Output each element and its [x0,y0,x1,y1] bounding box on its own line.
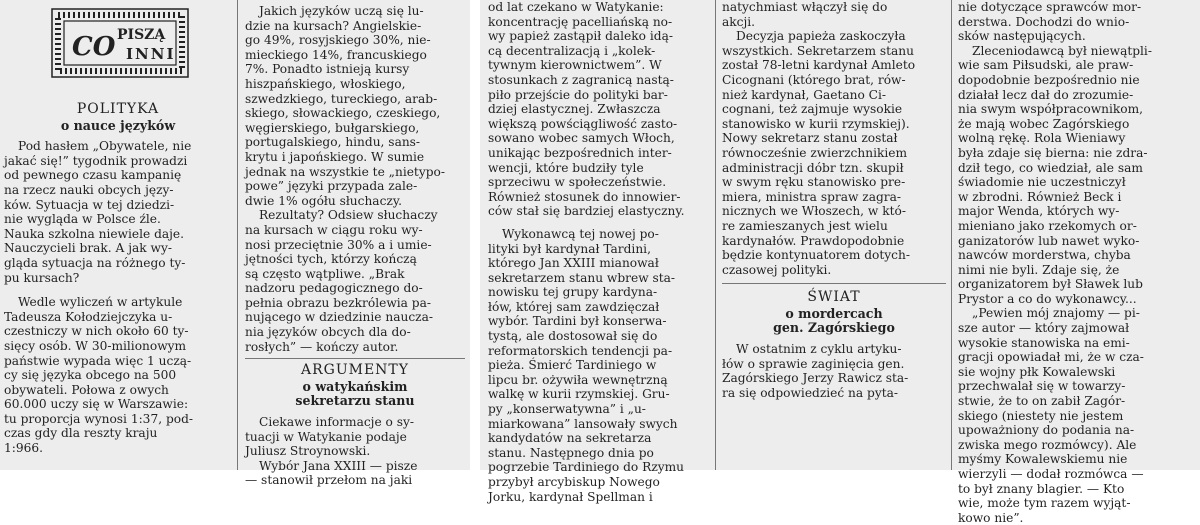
paragraph: nie dotyczące sprawców mor- derstwa. Dochodzi do wnio- sków następujących. [958,0,1142,44]
paragraph: Rezultaty? Odsiew słuchaczy na kursach w ciągu roku wy- nosi przeciętnie 30% a i umie- jętności tych, którzy kończą są często wątpliwe. „Brak nadzoru pedagogicznego do- pełnia obrazu bezkrólewia pa- nującego w dziedzinie naucza- nia języków obcych dla do- rosłych” — kończy autor. [245,208,438,354]
column-zagorski-continued [958,0,1194,525]
logo-co: CO [72,32,116,62]
column-divider [715,0,716,470]
paragraph: Ciekawe informacje o sy- tuacji w Watykanie podaje Juliusz Stroynowski. [245,415,415,459]
paragraph: Jakich języków uczą się lu- dzie na kursach? Angielskie- go 49%, rosyjskiego 30%, nie- mieckiego 14%, francuskiego 7%. Ponadto istnieją kursy hiszpańskiego, włoskiego, szwedzkiego, tureckiego, arab- skiego, słowackiego, czeskiego, węgierskiego, bułgarskiego, portugalskiego, hindu, sans- krytu i japońskiego. W sumie jednak na wszystkie te „nietypo- powe” języki przypada zale- dwie 1% ogółu słuchaczy. [245,4,445,208]
section-title-swiat: ŚWIAT [807,289,861,306]
paragraph: Wybór Jana XXIII — pisze — stanowił przełom na jaki [245,458,418,488]
article-subtitle-zagorski: o mordercach gen. Zagórskiego [773,305,895,336]
paragraph: Decyzja papieża zaskoczyła wszystkich. Sekretarzem stanu został 78-letni kardynał Amleto Cicognani (którego brat, rów- nież kardynał, Gaetano Ci- cognani, też zajmuje wysokie stanowisko w kurii rzymskiej). Nowy sekretarz stanu został równocześnie zwierzchnikiem administracji dóbr tzn. skupił w swym ręku stanowisko pre- miera, ministra spraw zagra- nicznych we Włoszech, w któ- re zamieszanych jest wielu kardynałów. Prawdopodobnie będzie kontynuatorem dotych- czasowej polityki. [722,29,916,277]
paragraph: Wykonawcą tej nowej po- lityki był kardynał Tardini, którego Jan XXIII mianował sekretarzem stanu wbrew sta- nowisku tej grupy kardyna- łów, której sam zawdzięczał wybór. Tardini był konserwa- tystą, ale dostosował się do reformatorskich tendencji pa- pieża. Śmierć Tardiniego w lipcu br. ożywiła wewnętrzną walkę w kurii rzymskiej. Gru- py „konserwatywna” i „u- miarkowana” lansowały swych kandydatów na sekretarza stanu. Następnego dnia po pogrzebie Tardiniego do Rzymu przybył arcybiskup Nowego Jorku, kardynał Spellman i [488,226,685,504]
column-secretary-of-state [722,0,946,470]
section-title-argumenty: ARGUMENTY [300,362,410,379]
right-newspaper-page [480,0,1200,525]
paragraph: W ostatnim z cyklu artyku- łów o sprawie zaginięcia gen. Zagórskiego Jerzy Rawicz sta- ra się odpowiedzieć na pyta- [722,342,909,400]
section-divider [245,358,465,359]
paragraph: od lat czekano w Watykanie: koncentrację pacelliańską no- wy papież zastąpił daleko idą- cą decentralizacją i „kolek- tywnym kierownictwem”. W stosunkach z zagranicą nastą- piło przejście do polityki bar- dziej elastycznej. Zwłaszcza większą powściągliwość zasto- sowano wobec samych Włoch, unikając bezpośrednich inter- wencji, które budziły tyle sprzeciwu w społeczeństwie. Również stosunek do innowier- ców stał się bardziej elastyczny. [488,0,685,219]
column-divider [951,0,952,470]
logo-pisza: PISZĄ [117,27,166,43]
section-title-polityka: POLITYKA [76,101,160,117]
section-divider [722,283,946,284]
paragraph: natychmiast włączył się do akcji. [722,0,888,29]
paragraph: Wedle wyliczeń w artykule Tadeusza Kołodziejczyka u- czestniczy w nich około 60 ty- sięcy osób. W 30-milionowym państwie wypada więc 1 uczą- cy się języka obcego na 500 obywateli. Połowa z owych 60.000 uczy się w Warszawie: tu proporcja wynosi 1:37, pod- czas gdy dla reszty kraju 1:966. [4,295,194,456]
column-vatican-continued [488,0,710,504]
left-newspaper-page [0,0,470,488]
paragraph: Zleceniodawcą był niewątpli- wie sam Piłsudski, ale praw- dopodobnie bezpośrednio nie działał lecz dał do zrozumie- nia swym współpracownikom, że mają wobec Zagórskiego wolną rękę. Rola Wieniawy była zdaje się bierna: nie zdra- dził tego, co wiedział, ale sam świadomie nie uczestniczył w zbrodni. Również Beck i major Wenda, których wy- mieniano jako rzekomych or- ganizatorów lub nawet wyko- nawców morderstwa, chyba nimi nie byli. Zdaje się, że organizatorem był Sławek lub Prystor a co do wykonawcy... [958,43,1152,306]
article-subtitle-vatican: o watykańskim sekretarzu stanu [295,378,415,409]
article-subtitle-languages: o nauce języków [60,117,176,133]
column-divider [237,0,238,470]
logo-inni: INNI [126,45,176,63]
paragraph: Pod hasłem „Obywatele, nie jakać się!” tygodnik prowadzi od pewnego czasu kampanię na rzecz nauki obcych języ- ków. Sytuacja w tej dziedzi- nie wygląda w Polsce źle. Nauka szkolna niewiele daje. Nauczycieli brak. A jak wy- gląda sytuacja na różnego ty- pu kursach? [4,139,192,285]
column-languages-continued [245,4,465,488]
column-politics [4,96,232,470]
paragraph: „Pewien mój znajomy — pi- sze autor — który zajmował wysokie stanowiska na emi- gracji opowiadał mi, że w cza- sie wojny płk Kowalewski przechwalał się w towarzy- stwie, że to on zabił Zagór- skiego (niestety nie jestem upoważniony do podania na- zwiska mego rozmówcy). Ale myśmy Kowalewskiemu nie wierzyli — dodał rozmówca — to był znany blagier. — Kto wie, może tym razem wyjąt- kowo nie”. [958,306,1144,525]
co-pisza-inni-logo [50,7,190,79]
